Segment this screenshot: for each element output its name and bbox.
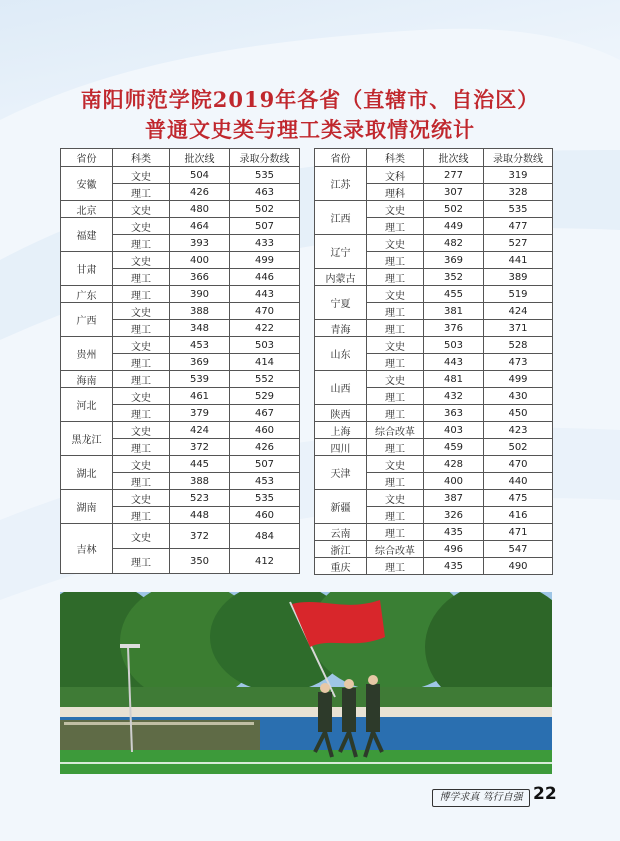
- header-admission-score: 录取分数线: [230, 149, 300, 167]
- table-row: [61, 422, 300, 439]
- batch-line-cell: 448: [170, 507, 230, 524]
- province-cell: 内蒙古: [315, 269, 367, 286]
- category-cell: 文史: [113, 201, 170, 218]
- batch-line-cell: 381: [424, 303, 484, 320]
- admission-score-cell: 426: [230, 439, 300, 456]
- batch-line-cell: 376: [424, 320, 484, 337]
- table-row: [61, 388, 300, 405]
- category-cell: 理工: [367, 269, 424, 286]
- province-cell: 甘肃: [61, 252, 113, 286]
- batch-line-cell: 388: [170, 473, 230, 490]
- province-cell: 四川: [315, 439, 367, 456]
- batch-line-cell: 435: [424, 524, 484, 541]
- province-cell: 辽宁: [315, 235, 367, 269]
- table-row: [315, 320, 553, 337]
- table-row: [315, 558, 553, 575]
- table-row: [61, 286, 300, 303]
- admission-score-cell: 460: [230, 422, 300, 439]
- table-row: [315, 422, 553, 439]
- category-cell: 理工: [113, 184, 170, 201]
- admission-score-cell: 484: [230, 524, 300, 549]
- table-row: [315, 490, 553, 507]
- batch-line-cell: 379: [170, 405, 230, 422]
- province-cell: 广西: [61, 303, 113, 337]
- table-row: [61, 167, 300, 184]
- category-cell: 理工: [113, 473, 170, 490]
- category-cell: 文史: [113, 388, 170, 405]
- table-row: [315, 269, 553, 286]
- table-row: [61, 456, 300, 473]
- table-row: [61, 218, 300, 235]
- batch-line-cell: 400: [424, 473, 484, 490]
- batch-line-cell: 387: [424, 490, 484, 507]
- category-cell: 理工: [113, 507, 170, 524]
- admission-table-right: [314, 148, 553, 575]
- table-row: [61, 337, 300, 354]
- category-cell: 文史: [367, 337, 424, 354]
- flag-guard-illustration: [60, 592, 552, 774]
- province-cell: 吉林: [61, 524, 113, 574]
- table-header-row: [315, 149, 553, 167]
- batch-line-cell: 539: [170, 371, 230, 388]
- category-cell: 文史: [367, 371, 424, 388]
- table-row: [315, 541, 553, 558]
- category-cell: 文史: [113, 303, 170, 320]
- table-row: [315, 286, 553, 303]
- category-cell: 文史: [367, 235, 424, 252]
- category-cell: 综合改革: [367, 422, 424, 439]
- table-row: [61, 524, 300, 549]
- category-cell: 理工: [367, 405, 424, 422]
- admission-score-cell: 422: [230, 320, 300, 337]
- admission-score-cell: 424: [484, 303, 553, 320]
- table-row: [315, 201, 553, 218]
- batch-line-cell: 459: [424, 439, 484, 456]
- province-cell: 河北: [61, 388, 113, 422]
- batch-line-cell: 400: [170, 252, 230, 269]
- batch-line-cell: 352: [424, 269, 484, 286]
- category-cell: 文史: [113, 252, 170, 269]
- batch-line-cell: 482: [424, 235, 484, 252]
- batch-line-cell: 464: [170, 218, 230, 235]
- admission-score-cell: 552: [230, 371, 300, 388]
- province-cell: 安徽: [61, 167, 113, 201]
- category-cell: 理科: [367, 184, 424, 201]
- table-row: [315, 167, 553, 184]
- category-cell: 理工: [113, 439, 170, 456]
- table-row: [315, 337, 553, 354]
- category-cell: 理工: [367, 303, 424, 320]
- batch-line-cell: 461: [170, 388, 230, 405]
- category-cell: 理工: [367, 354, 424, 371]
- flag-guard-photo: [60, 592, 552, 774]
- admission-score-cell: 446: [230, 269, 300, 286]
- header-category: 科类: [367, 149, 424, 167]
- batch-line-cell: 445: [170, 456, 230, 473]
- table-row: [61, 201, 300, 218]
- province-cell: 青海: [315, 320, 367, 337]
- table-row: [61, 371, 300, 388]
- admission-score-cell: 535: [230, 490, 300, 507]
- table-row: [61, 252, 300, 269]
- batch-line-cell: 504: [170, 167, 230, 184]
- admission-score-cell: 453: [230, 473, 300, 490]
- admission-score-cell: 527: [484, 235, 553, 252]
- batch-line-cell: 348: [170, 320, 230, 337]
- admission-score-cell: 535: [230, 167, 300, 184]
- category-cell: 理工: [113, 354, 170, 371]
- admission-score-cell: 470: [230, 303, 300, 320]
- header-province: 省份: [315, 149, 367, 167]
- admission-score-cell: 470: [484, 456, 553, 473]
- header-batch-line: 批次线: [424, 149, 484, 167]
- category-cell: 理工: [113, 286, 170, 303]
- category-cell: 理工: [113, 269, 170, 286]
- table-row: [315, 405, 553, 422]
- admission-score-cell: 328: [484, 184, 553, 201]
- page-title-line2: 普通文史类与理工类录取情况统计: [145, 117, 475, 142]
- admission-score-cell: 519: [484, 286, 553, 303]
- batch-line-cell: 326: [424, 507, 484, 524]
- table-row: [315, 235, 553, 252]
- category-cell: 文史: [367, 286, 424, 303]
- province-cell: 云南: [315, 524, 367, 541]
- province-cell: 海南: [61, 371, 113, 388]
- page-title-line1: 南阳师范学院2019年各省（直辖市、自治区）: [80, 87, 540, 112]
- batch-line-cell: 363: [424, 405, 484, 422]
- admission-score-cell: 430: [484, 388, 553, 405]
- category-cell: 理工: [113, 371, 170, 388]
- batch-line-cell: 502: [424, 201, 484, 218]
- admission-score-cell: 416: [484, 507, 553, 524]
- admission-score-cell: 499: [230, 252, 300, 269]
- province-cell: 北京: [61, 201, 113, 218]
- admission-score-cell: 529: [230, 388, 300, 405]
- admission-score-cell: 450: [484, 405, 553, 422]
- batch-line-cell: 481: [424, 371, 484, 388]
- category-cell: 理工: [367, 439, 424, 456]
- batch-line-cell: 393: [170, 235, 230, 252]
- admission-score-cell: 443: [230, 286, 300, 303]
- province-cell: 重庆: [315, 558, 367, 575]
- header-admission-score: 录取分数线: [484, 149, 553, 167]
- batch-line-cell: 449: [424, 218, 484, 235]
- category-cell: 理工: [367, 507, 424, 524]
- admission-table-left: [60, 148, 300, 574]
- category-cell: 理工: [113, 320, 170, 337]
- batch-line-cell: 388: [170, 303, 230, 320]
- admission-score-cell: 423: [484, 422, 553, 439]
- category-cell: 文史: [113, 337, 170, 354]
- admission-score-cell: 414: [230, 354, 300, 371]
- batch-line-cell: 369: [170, 354, 230, 371]
- province-cell: 广东: [61, 286, 113, 303]
- admission-score-cell: 477: [484, 218, 553, 235]
- category-cell: 理工: [367, 320, 424, 337]
- category-cell: 文科: [367, 167, 424, 184]
- page-number: 22: [533, 784, 557, 804]
- admission-score-cell: 507: [230, 456, 300, 473]
- category-cell: 文史: [113, 422, 170, 439]
- category-cell: 理工: [367, 473, 424, 490]
- table-header-row: [61, 149, 300, 167]
- batch-line-cell: 372: [170, 524, 230, 549]
- province-cell: 湖北: [61, 456, 113, 490]
- table-row: [315, 371, 553, 388]
- school-motto-badge: 博学求真 笃行自强: [432, 789, 530, 807]
- admission-score-cell: 371: [484, 320, 553, 337]
- admission-score-cell: 507: [230, 218, 300, 235]
- province-cell: 湖南: [61, 490, 113, 524]
- table-row: [315, 439, 553, 456]
- admission-score-cell: 499: [484, 371, 553, 388]
- admission-score-cell: 441: [484, 252, 553, 269]
- category-cell: 综合改革: [367, 541, 424, 558]
- category-cell: 文史: [367, 490, 424, 507]
- province-cell: 山西: [315, 371, 367, 405]
- admission-score-cell: 547: [484, 541, 553, 558]
- batch-line-cell: 455: [424, 286, 484, 303]
- batch-line-cell: 403: [424, 422, 484, 439]
- batch-line-cell: 372: [170, 439, 230, 456]
- category-cell: 理工: [367, 252, 424, 269]
- category-cell: 文史: [113, 524, 170, 549]
- category-cell: 理工: [367, 558, 424, 575]
- province-cell: 山东: [315, 337, 367, 371]
- table-row: [61, 490, 300, 507]
- province-cell: 浙江: [315, 541, 367, 558]
- admission-score-cell: 460: [230, 507, 300, 524]
- province-cell: 上海: [315, 422, 367, 439]
- category-cell: 文史: [113, 167, 170, 184]
- province-cell: 江西: [315, 201, 367, 235]
- admission-score-cell: 471: [484, 524, 553, 541]
- province-cell: 天津: [315, 456, 367, 490]
- category-cell: 理工: [113, 235, 170, 252]
- batch-line-cell: 366: [170, 269, 230, 286]
- header-batch-line: 批次线: [170, 149, 230, 167]
- admission-score-cell: 463: [230, 184, 300, 201]
- admission-score-cell: 389: [484, 269, 553, 286]
- table-row: [315, 456, 553, 473]
- batch-line-cell: 453: [170, 337, 230, 354]
- header-category: 科类: [113, 149, 170, 167]
- admission-score-cell: 502: [484, 439, 553, 456]
- category-cell: 文史: [367, 201, 424, 218]
- batch-line-cell: 503: [424, 337, 484, 354]
- batch-line-cell: 480: [170, 201, 230, 218]
- admission-score-cell: 503: [230, 337, 300, 354]
- header-province: 省份: [61, 149, 113, 167]
- admission-score-cell: 475: [484, 490, 553, 507]
- table-row: [315, 524, 553, 541]
- batch-line-cell: 307: [424, 184, 484, 201]
- batch-line-cell: 432: [424, 388, 484, 405]
- batch-line-cell: 523: [170, 490, 230, 507]
- category-cell: 文史: [113, 456, 170, 473]
- admission-score-cell: 490: [484, 558, 553, 575]
- table-row: [61, 303, 300, 320]
- province-cell: 黑龙江: [61, 422, 113, 456]
- batch-line-cell: 428: [424, 456, 484, 473]
- province-cell: 福建: [61, 218, 113, 252]
- batch-line-cell: 390: [170, 286, 230, 303]
- admission-score-cell: 535: [484, 201, 553, 218]
- province-cell: 宁夏: [315, 286, 367, 320]
- province-cell: 新疆: [315, 490, 367, 524]
- category-cell: 理工: [367, 218, 424, 235]
- batch-line-cell: 426: [170, 184, 230, 201]
- category-cell: 理工: [367, 524, 424, 541]
- province-cell: 陕西: [315, 405, 367, 422]
- batch-line-cell: 435: [424, 558, 484, 575]
- admission-score-cell: 440: [484, 473, 553, 490]
- admission-score-cell: 412: [230, 549, 300, 574]
- admission-score-cell: 528: [484, 337, 553, 354]
- category-cell: 理工: [113, 549, 170, 574]
- category-cell: 理工: [367, 388, 424, 405]
- batch-line-cell: 350: [170, 549, 230, 574]
- category-cell: 文史: [367, 456, 424, 473]
- batch-line-cell: 443: [424, 354, 484, 371]
- admission-score-cell: 433: [230, 235, 300, 252]
- admission-score-cell: 502: [230, 201, 300, 218]
- category-cell: 文史: [113, 490, 170, 507]
- batch-line-cell: 424: [170, 422, 230, 439]
- province-cell: 江苏: [315, 167, 367, 201]
- admission-score-cell: 473: [484, 354, 553, 371]
- batch-line-cell: 277: [424, 167, 484, 184]
- admission-score-cell: 319: [484, 167, 553, 184]
- province-cell: 贵州: [61, 337, 113, 371]
- category-cell: 文史: [113, 218, 170, 235]
- category-cell: 理工: [113, 405, 170, 422]
- batch-line-cell: 496: [424, 541, 484, 558]
- admission-score-cell: 467: [230, 405, 300, 422]
- batch-line-cell: 369: [424, 252, 484, 269]
